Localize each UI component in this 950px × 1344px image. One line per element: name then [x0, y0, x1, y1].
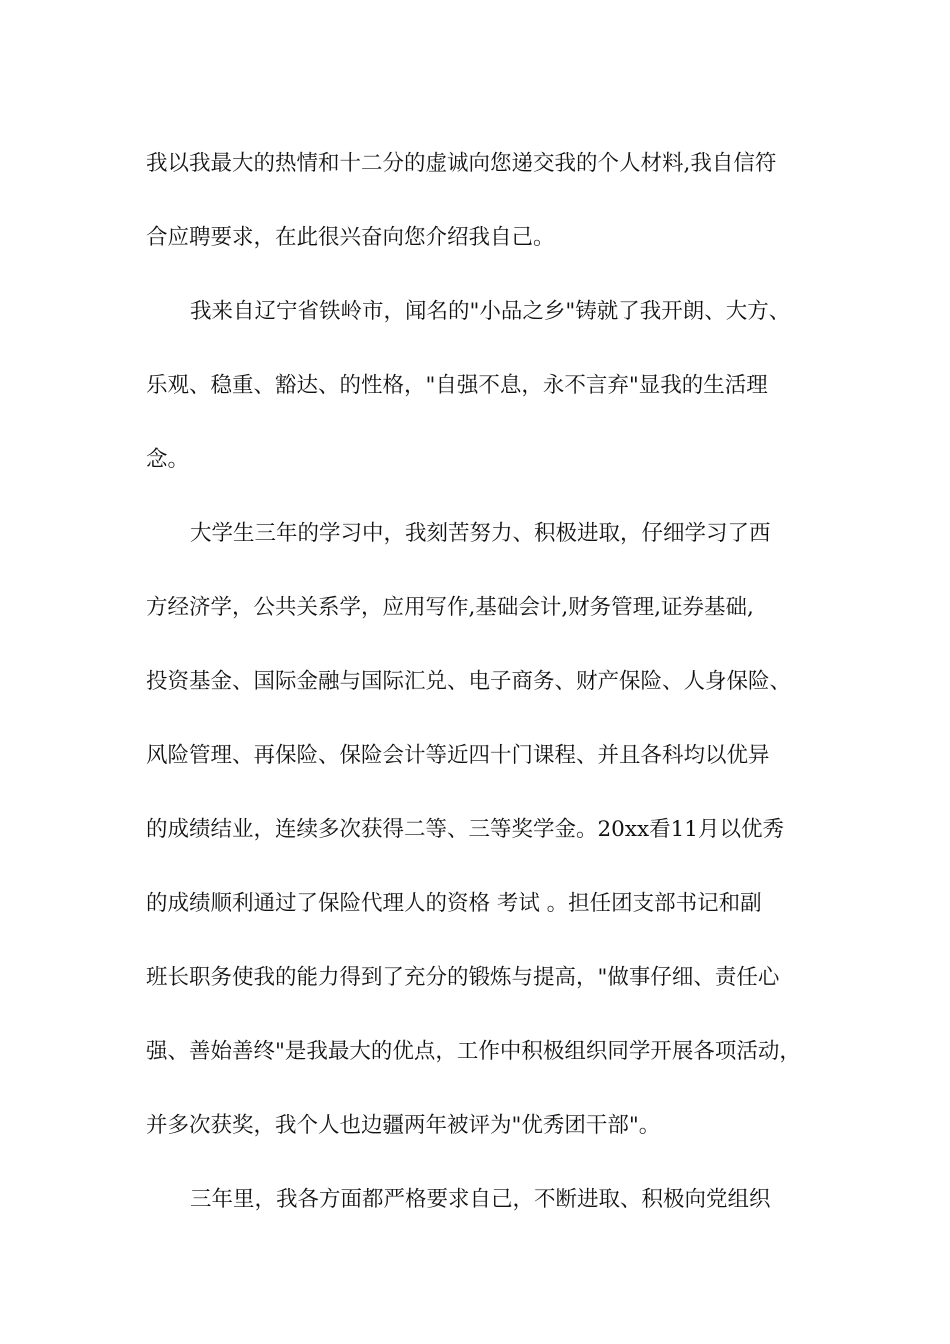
paragraph-start-line: 三年里，我各方面都严格要求自己，不断进取、积极向党组织: [190, 1187, 771, 1212]
text-line: 强、善始善终"是我最大的优点，工作中积极组织同学开展各项活动，: [146, 1039, 801, 1064]
text-line: 班长职务使我的能力得到了充分的锻炼与提高，"做事仔细、责任心: [146, 965, 780, 990]
text-line: 乐观、稳重、豁达、的性格，"自强不息，永不言弃"显我的生活理: [146, 373, 768, 398]
text-line: 合应聘要求，在此很兴奋向您介绍我自己。: [146, 225, 555, 250]
text-line: 的成绩结业，连续多次获得二等、三等奖学金。20xx看11月以优秀: [146, 817, 784, 842]
text-line: 的成绩顺利通过了保险代理人的资格 考试 。担任团支部书记和副: [146, 891, 762, 916]
text-line: 并多次获奖，我个人也边疆两年被评为"优秀团干部"。: [146, 1113, 661, 1138]
paragraph-start-line: 我来自辽宁省铁岭市，闻名的"小品之乡"铸就了我开朗、大方、: [190, 299, 791, 324]
paragraph-start-line: 大学生三年的学习中，我刻苦努力、积极进取，仔细学习了西: [190, 521, 771, 546]
text-line: 风险管理、再保险、保险会计等近四十门课程、并且各科均以优异: [146, 743, 770, 768]
text-line: 念。: [146, 447, 190, 472]
text-line: 我以我最大的热情和十二分的虚诚向您递交我的个人材料,我自信符: [146, 151, 777, 176]
document-body: [146, 127, 826, 1237]
text-line: 方经济学，公共关系学，应用写作,基础会计,财务管理,证券基础,: [146, 595, 754, 620]
text-line: 投资基金、国际金融与国际汇兑、电子商务、财产保险、人身保险、: [146, 669, 792, 694]
